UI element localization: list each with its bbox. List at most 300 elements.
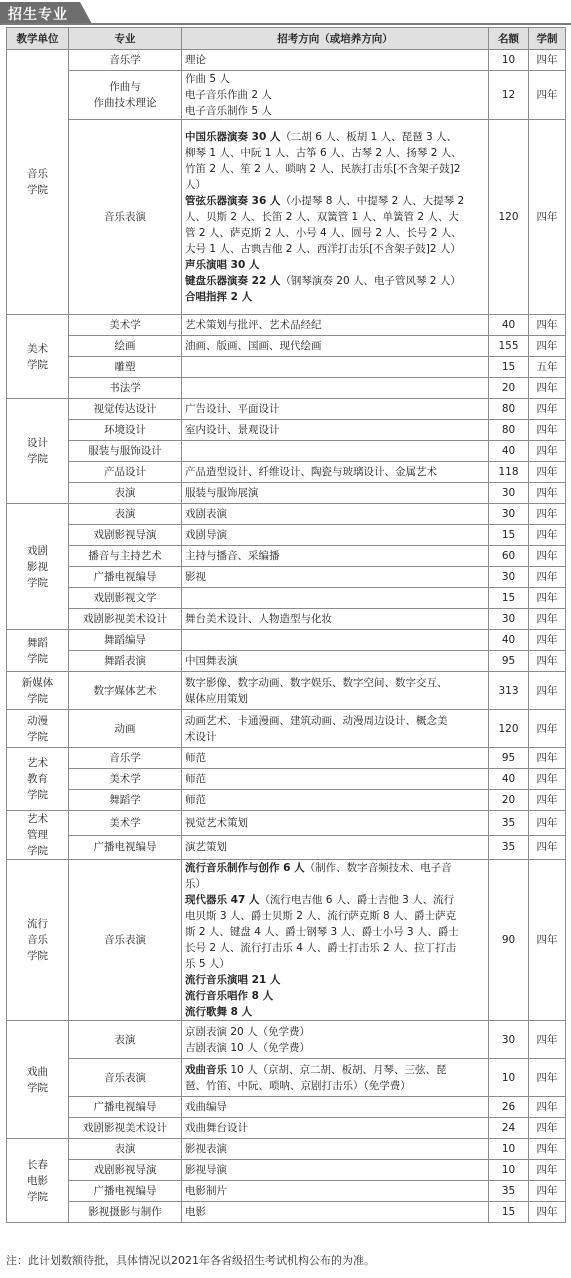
- direction-text: 键盘乐器演奏 22 人: [185, 275, 281, 287]
- direction-cell: [182, 790, 489, 811]
- direction-line: [185, 876, 485, 892]
- direction-cell: [182, 1160, 489, 1181]
- major-cell: [69, 504, 182, 525]
- direction-line: [185, 193, 485, 209]
- table-row: [7, 504, 566, 525]
- major-cell: [69, 835, 182, 860]
- years-cell: 四年: [529, 672, 566, 710]
- direction-text: 乐）: [185, 878, 206, 890]
- unit-name-line: 美术: [27, 342, 48, 355]
- direction-text: 艺术策划与批评、艺术品经纪: [185, 319, 322, 331]
- direction-cell: [182, 504, 489, 525]
- years-cell: 四年: [529, 50, 566, 71]
- major-cell: [69, 860, 182, 1021]
- major-name-line: 戏剧影视导演: [93, 1164, 157, 1176]
- direction-line: [185, 273, 485, 289]
- major-cell: [69, 630, 182, 651]
- years-cell: 四年: [529, 588, 566, 609]
- years-cell: 四年: [529, 546, 566, 567]
- direction-line: [185, 569, 485, 585]
- major-name-line: 音乐学: [109, 752, 141, 764]
- years-cell: 四年: [529, 790, 566, 811]
- years-cell: 四年: [529, 860, 566, 1021]
- direction-line: [185, 653, 485, 669]
- unit-name-line: 学院: [27, 184, 48, 196]
- years-cell: 四年: [529, 811, 566, 836]
- direction-cell: [182, 1059, 489, 1097]
- unit-name-line: 设计: [27, 437, 48, 449]
- major-name-line: 雕塑: [114, 361, 136, 373]
- table-row: [7, 420, 566, 441]
- direction-line: [185, 401, 485, 417]
- direction-line: [185, 1004, 485, 1020]
- direction-text: 管 2 人、萨克斯 2 人、小号 4 人、圆号 2 人、长号 2 人、: [185, 227, 462, 239]
- quota-cell: 40: [489, 769, 529, 790]
- major-cell: [69, 588, 182, 609]
- major-cell: [69, 710, 182, 748]
- direction-line: [185, 464, 485, 480]
- table-row: [7, 399, 566, 420]
- direction-text: 吉剧表演 10 人（免学费）: [185, 1041, 311, 1054]
- table-row: [7, 1059, 566, 1097]
- direction-text: 人、贝斯 2 人、长笛 2 人、双簧管 1 人、单簧管 2 人、大: [185, 211, 459, 223]
- direction-text: 电子音乐制作 5 人: [185, 105, 272, 117]
- header-quota: 名额: [489, 28, 529, 50]
- direction-text: 广告设计、平面设计: [185, 403, 280, 415]
- direction-text: 柳琴 1 人、中阮 1 人、古筝 6 人、古琴 2 人、扬琴 2 人、: [185, 147, 462, 159]
- direction-text: 声乐演唱 30 人: [185, 259, 260, 271]
- unit-name-line: 戏剧: [27, 544, 48, 557]
- direction-cell: [182, 525, 489, 546]
- direction-cell: [182, 420, 489, 441]
- direction-line: [185, 1204, 485, 1220]
- major-name-line: 表演: [114, 1033, 136, 1046]
- direction-text: 师范: [185, 794, 206, 806]
- major-name-line: 广播电视编导: [93, 571, 157, 583]
- unit-cell: [7, 710, 69, 748]
- major-name-line: 美术学: [109, 816, 141, 829]
- direction-text: 电影制片: [185, 1185, 227, 1197]
- direction-cell: [182, 1139, 489, 1160]
- direction-text: 服装与服饰展演: [185, 487, 259, 499]
- unit-name-line: 学院: [27, 730, 48, 743]
- table-row: [7, 483, 566, 504]
- direction-text: 术设计: [185, 730, 217, 743]
- direction-cell: [182, 630, 489, 651]
- years-cell: 四年: [529, 399, 566, 420]
- direction-cell: [182, 1181, 489, 1202]
- quota-cell: 30: [489, 567, 529, 588]
- years-cell: 四年: [529, 1139, 566, 1160]
- years-cell: 四年: [529, 1059, 566, 1097]
- major-name-line: 环境设计: [104, 424, 146, 436]
- quota-cell: 40: [489, 315, 529, 336]
- direction-text: 油画、版画、国画、现代绘画: [185, 340, 322, 352]
- table-row: [7, 120, 566, 315]
- enrollment-table: [6, 27, 566, 1223]
- quota-cell: 30: [489, 483, 529, 504]
- direction-line: [185, 1024, 485, 1040]
- quota-cell: 120: [489, 710, 529, 748]
- major-cell: [69, 748, 182, 769]
- direction-text: 理论: [185, 54, 206, 66]
- direction-cell: [182, 71, 489, 120]
- direction-line: [185, 1062, 485, 1078]
- years-cell: 四年: [529, 609, 566, 630]
- direction-line: [185, 527, 485, 543]
- direction-text: 流行音乐唱作 8 人: [185, 990, 274, 1002]
- major-name-line: 作曲与: [109, 81, 141, 93]
- major-name-line: 作曲技术理论: [93, 97, 157, 109]
- unit-cell: [7, 504, 69, 630]
- table-row: [7, 769, 566, 790]
- major-name-line: 音乐表演: [104, 1071, 146, 1084]
- direction-text: 现代器乐 47 人: [185, 894, 260, 906]
- major-name-line: 戏剧影视美术设计: [83, 613, 167, 625]
- years-cell: 四年: [529, 462, 566, 483]
- table-row: [7, 315, 566, 336]
- table-row: [7, 378, 566, 399]
- years-cell: 四年: [529, 710, 566, 748]
- major-cell: [69, 790, 182, 811]
- quota-cell: 40: [489, 630, 529, 651]
- major-cell: [69, 441, 182, 462]
- direction-line: [185, 338, 485, 354]
- major-name-line: 广播电视编导: [93, 1185, 157, 1197]
- quota-cell: 10: [489, 1139, 529, 1160]
- unit-name-line: 流行: [27, 918, 48, 930]
- direction-line: [185, 103, 485, 119]
- major-name-line: 表演: [114, 487, 136, 499]
- direction-text: 流行音乐演唱 21 人: [185, 974, 281, 986]
- direction-text: （制作、数字音频技术、电子音: [304, 862, 452, 874]
- unit-name-line: 管理: [27, 829, 48, 841]
- header-years: 学制: [529, 28, 566, 50]
- table-row: [7, 588, 566, 609]
- major-cell: [69, 1097, 182, 1118]
- direction-text: 影视: [185, 571, 206, 583]
- quota-cell: 40: [489, 441, 529, 462]
- header-direction: 招考方向（或培养方向）: [182, 28, 489, 50]
- direction-cell: [182, 811, 489, 836]
- quota-cell: 12: [489, 71, 529, 120]
- unit-cell: [7, 315, 69, 399]
- quota-cell: 10: [489, 1059, 529, 1097]
- direction-text: 长号 2 人、流行打击乐 4 人、爵士打击乐 2 人、拉丁打击: [185, 942, 457, 954]
- unit-name-line: 电影: [27, 1174, 48, 1187]
- quota-cell: 20: [489, 790, 529, 811]
- unit-name-line: 学院: [27, 576, 48, 589]
- quota-cell: 10: [489, 1160, 529, 1181]
- major-name-line: 音乐表演: [104, 934, 146, 946]
- major-cell: [69, 50, 182, 71]
- direction-cell: [182, 567, 489, 588]
- major-name-line: 音乐表演: [104, 211, 146, 223]
- direction-line: [185, 1141, 485, 1157]
- quota-cell: 24: [489, 1118, 529, 1139]
- direction-line: [185, 1120, 485, 1136]
- years-cell: 四年: [529, 1160, 566, 1181]
- direction-line: [185, 729, 485, 745]
- section-header: [0, 2, 571, 24]
- years-cell: 四年: [529, 1202, 566, 1223]
- quota-cell: 30: [489, 504, 529, 525]
- direction-text: 电子音乐作曲 2 人: [185, 89, 272, 101]
- major-cell: [69, 1202, 182, 1223]
- table-row: [7, 811, 566, 836]
- table-row: [7, 1181, 566, 1202]
- quota-cell: 95: [489, 651, 529, 672]
- quota-cell: 35: [489, 1181, 529, 1202]
- direction-line: [185, 161, 485, 177]
- direction-line: [185, 860, 485, 876]
- direction-text: 数字影像、数字动画、数字娱乐、数字空间、数字交互、: [185, 676, 448, 689]
- years-cell: 四年: [529, 1097, 566, 1118]
- unit-name-line: 学院: [27, 453, 48, 465]
- quota-cell: 60: [489, 546, 529, 567]
- unit-name-line: 学院: [27, 1081, 48, 1094]
- quota-cell: 35: [489, 811, 529, 836]
- direction-cell: [182, 588, 489, 609]
- major-cell: [69, 769, 182, 790]
- header-unit: 教学单位: [7, 28, 69, 50]
- major-cell: [69, 357, 182, 378]
- major-name-line: 舞蹈学: [109, 794, 141, 806]
- years-cell: 四年: [529, 504, 566, 525]
- direction-text: 流行音乐制作与创作 6 人: [185, 862, 305, 874]
- unit-name-line: 动漫: [27, 714, 48, 727]
- unit-cell: [7, 1139, 69, 1223]
- years-cell: 四年: [529, 769, 566, 790]
- quota-cell: 95: [489, 748, 529, 769]
- years-cell: 四年: [529, 1118, 566, 1139]
- direction-line: [185, 691, 485, 707]
- direction-text: 戏曲舞台设计: [185, 1122, 248, 1134]
- direction-line: [185, 87, 485, 103]
- direction-text: （二胡 6 人、板胡 1 人、琵琶 3 人、: [280, 131, 458, 143]
- major-name-line: 播音与主持艺术: [88, 550, 162, 562]
- direction-cell: [182, 462, 489, 483]
- direction-text: 京剧表演 20 人（免学费）: [185, 1025, 311, 1038]
- direction-text: 媒体应用策划: [185, 692, 248, 705]
- table-row: [7, 336, 566, 357]
- direction-text: 大号 1 人、古典吉他 2 人、西洋打击乐[不含架子鼓]2 人）: [185, 243, 461, 255]
- direction-cell: [182, 1202, 489, 1223]
- direction-text: 管弦乐器演奏 36 人: [185, 195, 281, 207]
- direction-line: [185, 988, 485, 1004]
- direction-line: [185, 177, 485, 193]
- section-title: 招生专业: [8, 7, 68, 23]
- table-row: [7, 672, 566, 710]
- direction-line: [185, 52, 485, 68]
- years-cell: 四年: [529, 336, 566, 357]
- major-name-line: 音乐学: [109, 54, 141, 66]
- direction-line: [185, 792, 485, 808]
- direction-line: [185, 892, 485, 908]
- direction-cell: [182, 315, 489, 336]
- unit-name-line: 艺术: [27, 813, 48, 825]
- direction-text: 电贝斯 3 人、爵士贝斯 2 人、流行萨克斯 8 人、爵士萨克: [185, 910, 457, 922]
- major-name-line: 表演: [114, 1143, 136, 1155]
- direction-line: [185, 1078, 485, 1094]
- direction-text: 产品造型设计、纤维设计、陶瓷与玻璃设计、金属艺术: [185, 466, 437, 478]
- table-row: [7, 1021, 566, 1059]
- quota-cell: 15: [489, 588, 529, 609]
- direction-line: [185, 289, 485, 305]
- table-row: [7, 860, 566, 1021]
- major-name-line: 绘画: [114, 340, 136, 352]
- major-name-line: 动画: [114, 722, 136, 735]
- header-major: 专业: [69, 28, 182, 50]
- direction-text: 视觉艺术策划: [185, 816, 248, 829]
- quota-cell: 10: [489, 50, 529, 71]
- quota-cell: 90: [489, 860, 529, 1021]
- major-cell: [69, 462, 182, 483]
- direction-text: 中国舞表演: [185, 655, 238, 667]
- direction-text: 10 人（京胡、京二胡、板胡、月琴、三弦、琵: [227, 1063, 447, 1076]
- major-cell: [69, 120, 182, 315]
- unit-cell: [7, 630, 69, 672]
- unit-name-line: 舞蹈: [27, 636, 48, 649]
- direction-text: 戏剧导演: [185, 529, 227, 541]
- quota-cell: 15: [489, 525, 529, 546]
- section-divider: [0, 23, 571, 25]
- direction-cell: [182, 748, 489, 769]
- direction-line: [185, 908, 485, 924]
- years-cell: 四年: [529, 1021, 566, 1059]
- unit-name-line: 音乐: [27, 934, 48, 946]
- direction-text: 动画艺术、卡通漫画、建筑动画、动漫周边设计、概念美: [185, 714, 448, 727]
- direction-line: [185, 129, 485, 145]
- major-name-line: 戏剧影视美术设计: [83, 1122, 167, 1134]
- unit-name-line: 艺术: [27, 757, 48, 769]
- major-name-line: 影视摄影与制作: [88, 1206, 162, 1218]
- quota-cell: 30: [489, 1021, 529, 1059]
- table-row: [7, 1118, 566, 1139]
- major-name-line: 视觉传达设计: [93, 403, 157, 415]
- major-name-line: 书法学: [109, 382, 141, 394]
- direction-cell: [182, 378, 489, 399]
- quota-cell: 15: [489, 1202, 529, 1223]
- direction-line: [185, 241, 485, 257]
- direction-line: [185, 611, 485, 627]
- direction-line: [185, 1162, 485, 1178]
- direction-cell: [182, 483, 489, 504]
- table-row: [7, 1097, 566, 1118]
- major-cell: [69, 1160, 182, 1181]
- unit-name-line: 新媒体: [21, 676, 54, 689]
- years-cell: 四年: [529, 630, 566, 651]
- quota-cell: 20: [489, 378, 529, 399]
- unit-name-line: 学院: [27, 652, 48, 665]
- major-cell: [69, 1181, 182, 1202]
- major-cell: [69, 525, 182, 546]
- major-cell: [69, 1021, 182, 1059]
- major-cell: [69, 567, 182, 588]
- major-cell: [69, 336, 182, 357]
- table-row: [7, 748, 566, 769]
- unit-cell: [7, 1021, 69, 1139]
- direction-cell: [182, 120, 489, 315]
- section-tag: [0, 2, 92, 24]
- direction-cell: [182, 651, 489, 672]
- quota-cell: 80: [489, 420, 529, 441]
- direction-cell: [182, 1118, 489, 1139]
- direction-text: 竹笛 2 人、笙 2 人、唢呐 2 人、民族打击乐[不含架子鼓]2: [185, 163, 461, 175]
- years-cell: 四年: [529, 483, 566, 504]
- direction-cell: [182, 441, 489, 462]
- direction-line: [185, 713, 485, 729]
- quota-cell: 30: [489, 609, 529, 630]
- quota-cell: 35: [489, 835, 529, 860]
- unit-name-line: 戏曲: [27, 1065, 48, 1078]
- direction-text: 斯 2 人、键盘 4 人、爵士钢琴 3 人、爵士小号 3 人、爵士: [185, 926, 459, 938]
- direction-line: [185, 1099, 485, 1115]
- quota-cell: 155: [489, 336, 529, 357]
- direction-cell: [182, 609, 489, 630]
- table-row: [7, 835, 566, 860]
- direction-line: [185, 506, 485, 522]
- major-cell: [69, 651, 182, 672]
- direction-text: 师范: [185, 773, 206, 785]
- unit-name-line: 学院: [27, 845, 48, 857]
- direction-cell: [182, 1097, 489, 1118]
- table-body: [7, 50, 566, 1223]
- major-name-line: 广播电视编导: [93, 841, 157, 854]
- years-cell: 四年: [529, 120, 566, 315]
- unit-name-line: 长春: [27, 1158, 48, 1171]
- quota-cell: 118: [489, 462, 529, 483]
- table-row: [7, 710, 566, 748]
- direction-text: 舞台美术设计、人物造型与化妆: [185, 613, 332, 625]
- major-name-line: 表演: [114, 508, 136, 520]
- footnote: 注：此计划数额待批，具体情况以2021年各省级招生考试机构公布的为准。: [6, 1254, 375, 1267]
- table-row: [7, 71, 566, 120]
- unit-name-line: 学院: [27, 358, 48, 371]
- direction-line: [185, 750, 485, 766]
- quota-cell: 313: [489, 672, 529, 710]
- table-row: [7, 1160, 566, 1181]
- direction-text: 中国乐器演奏 30 人: [185, 131, 281, 143]
- major-name-line: 戏剧影视导演: [93, 529, 157, 541]
- direction-line: [185, 209, 485, 225]
- direction-cell: [182, 399, 489, 420]
- unit-name-line: 学院: [27, 789, 48, 801]
- quota-cell: 26: [489, 1097, 529, 1118]
- direction-text: 影视表演: [185, 1143, 227, 1155]
- direction-text: 影视导演: [185, 1164, 227, 1176]
- table-row: [7, 609, 566, 630]
- major-cell: [69, 399, 182, 420]
- years-cell: 四年: [529, 420, 566, 441]
- direction-text: 乐 5 人）: [185, 958, 230, 970]
- table-row: [7, 462, 566, 483]
- years-cell: 四年: [529, 525, 566, 546]
- table-row: [7, 1202, 566, 1223]
- direction-line: [185, 675, 485, 691]
- major-cell: [69, 1118, 182, 1139]
- unit-cell: [7, 672, 69, 710]
- direction-text: 戏曲音乐: [185, 1063, 227, 1076]
- unit-cell: [7, 748, 69, 811]
- direction-line: [185, 972, 485, 988]
- direction-line: [185, 1183, 485, 1199]
- years-cell: 四年: [529, 315, 566, 336]
- direction-line: [185, 815, 485, 831]
- years-cell: 四年: [529, 835, 566, 860]
- direction-line: [185, 1040, 485, 1056]
- direction-cell: [182, 1021, 489, 1059]
